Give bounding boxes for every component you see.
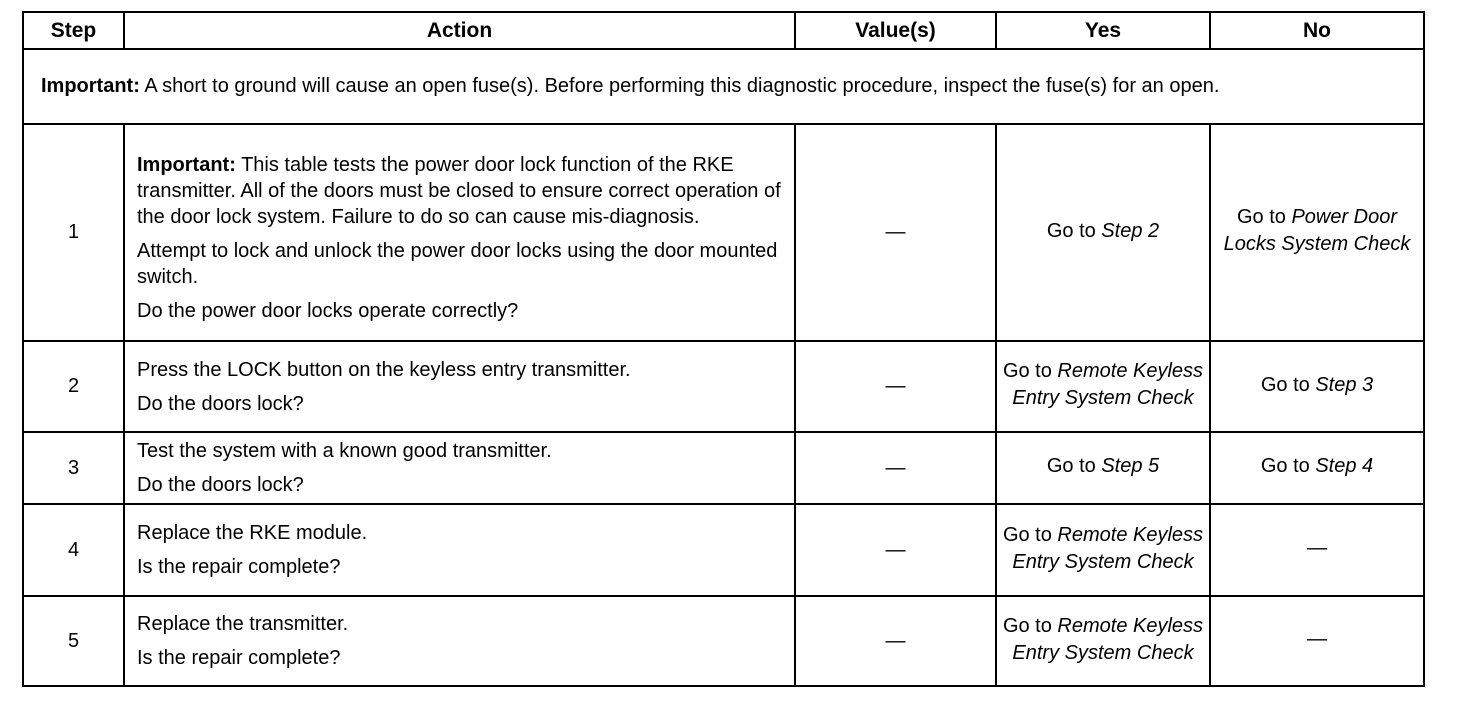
yes-prefix: Go to — [1046, 219, 1102, 242]
important-note-row — [23, 49, 1424, 124]
table-row — [23, 504, 1424, 596]
diagnostic-table — [22, 11, 1425, 687]
action-cell — [124, 504, 795, 596]
yes-prefix: Go to — [1002, 360, 1058, 382]
step-number: 2 — [23, 341, 124, 432]
action-question: Is the repair complete? — [137, 556, 341, 578]
yes-cell — [996, 596, 1210, 686]
important-note — [23, 49, 1424, 124]
action-cell — [124, 596, 795, 686]
action-question: Is the repair complete? — [137, 647, 341, 669]
no-prefix: Go to — [1260, 455, 1316, 477]
action-question: Do the doors lock? — [137, 392, 304, 415]
value-cell: — — [795, 432, 996, 504]
action-instruction: Attempt to lock and unlock the power door locks using the door mounted switch. — [137, 239, 778, 288]
step-number: 1 — [23, 124, 124, 341]
no-cell — [1210, 432, 1424, 504]
step-number: 3 — [23, 432, 124, 504]
action-instruction: Replace the RKE module. — [137, 522, 368, 544]
yes-link[interactable]: Step 2 — [1101, 219, 1160, 242]
no-cell: — — [1210, 504, 1424, 596]
yes-link[interactable]: Remote Keyless Entry System Check — [1012, 360, 1204, 409]
yes-cell — [996, 504, 1210, 596]
action-important — [137, 152, 784, 230]
header-row — [23, 12, 1424, 49]
no-prefix: Go to — [1260, 373, 1316, 396]
action-instruction: Press the LOCK button on the keyless entry transmitter. — [137, 358, 631, 381]
action-important-label: Important: — [137, 153, 236, 176]
yes-cell — [996, 124, 1210, 341]
yes-link[interactable]: Remote Keyless Entry System Check — [1012, 614, 1204, 664]
no-cell — [1210, 341, 1424, 432]
action-instruction: Replace the transmitter. — [137, 613, 349, 635]
table-row — [23, 596, 1424, 686]
no-link[interactable]: Step 3 — [1315, 373, 1374, 396]
header-values: Value(s) — [795, 12, 996, 49]
table-row — [23, 432, 1424, 504]
yes-prefix: Go to — [1002, 614, 1058, 637]
action-cell — [124, 124, 795, 341]
yes-cell — [996, 432, 1210, 504]
no-prefix: Go to — [1236, 206, 1292, 228]
value-cell: — — [795, 504, 996, 596]
yes-prefix: Go to — [1002, 523, 1058, 546]
no-link[interactable]: Power Door Locks System Check — [1223, 206, 1411, 255]
step-number: 4 — [23, 504, 124, 596]
step-number: 5 — [23, 596, 124, 686]
no-link[interactable]: Step 4 — [1315, 455, 1374, 477]
table-row — [23, 124, 1424, 341]
table-row — [23, 341, 1424, 432]
value-cell: — — [795, 341, 996, 432]
action-cell — [124, 341, 795, 432]
yes-cell — [996, 341, 1210, 432]
header-yes: Yes — [996, 12, 1210, 49]
value-cell: — — [795, 124, 996, 341]
no-cell — [1210, 124, 1424, 341]
action-important-text: This table tests the power door lock function of the RKE transmitter. All of the doors must be closed to ensure correct operation of the door lock system. Failure to do so can cause mis-diagnosis. — [137, 153, 781, 228]
header-no: No — [1210, 12, 1424, 49]
action-question: Do the power door locks operate correctly? — [137, 299, 519, 322]
value-cell: — — [795, 596, 996, 686]
yes-prefix: Go to — [1046, 455, 1102, 477]
action-cell — [124, 432, 795, 504]
yes-link[interactable]: Step 5 — [1101, 455, 1160, 477]
header-action: Action — [124, 12, 795, 49]
important-note-text: A short to ground will cause an open fuse(s). Before performing this diagnostic procedure, inspect the fuse(s) for an open. — [139, 75, 1220, 97]
important-note-label: Important: — [41, 75, 140, 97]
yes-link[interactable]: Remote Keyless Entry System Check — [1012, 523, 1204, 573]
action-instruction: Test the system with a known good transmitter. — [137, 440, 552, 462]
header-step: Step — [23, 12, 124, 49]
no-cell: — — [1210, 596, 1424, 686]
action-question: Do the doors lock? — [137, 474, 304, 496]
